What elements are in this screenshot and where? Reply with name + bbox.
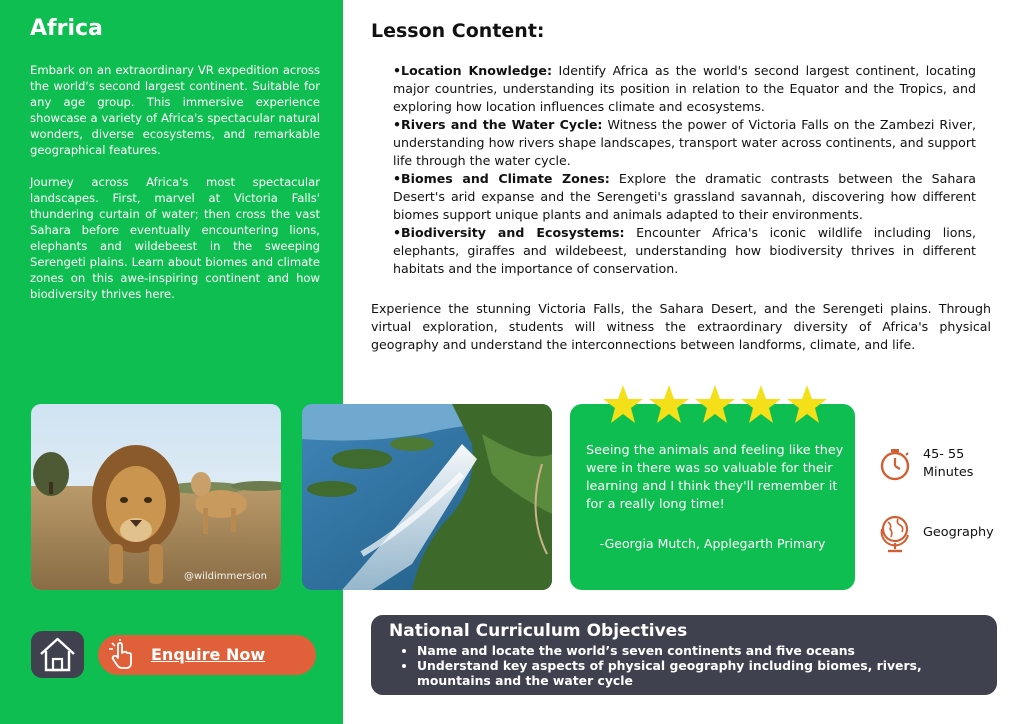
curriculum-item: • Name and locate the world’s seven continents and five oceans xyxy=(417,643,977,658)
lesson-item xyxy=(393,62,976,116)
lesson-item-label: •Rivers and the Water Cycle: xyxy=(393,117,603,132)
intro-paragraph: Journey across Africa's most spectacular landscapes. First, marvel at Victoria Falls' thundering curtain of water; then cross the vast Sahara before eventually encountering lions, elephants and wildebeest in the sweeping Serengeti plains. Learn about biomes and climate zones on this awe-inspiring continent and how biodiversity thrives here. xyxy=(30,175,320,301)
subject: Geography xyxy=(923,525,994,540)
home-icon xyxy=(31,631,84,678)
lesson-item-label: •Biodiversity and Ecosystems: xyxy=(393,225,625,240)
star-icon xyxy=(649,385,689,423)
home-button[interactable] xyxy=(31,631,84,678)
lesson-item xyxy=(393,116,976,170)
curriculum-heading: National Curriculum Objectives xyxy=(389,621,688,641)
duration-range: 45- 55 xyxy=(923,447,965,462)
enquire-button[interactable] xyxy=(98,635,316,675)
waterfall-image xyxy=(302,404,552,590)
lions-image xyxy=(31,404,281,590)
lesson-item xyxy=(393,170,976,224)
lions-photo xyxy=(31,404,281,590)
rating-stars xyxy=(602,384,828,426)
lesson-heading: Lesson Content: xyxy=(371,20,545,42)
star-icon xyxy=(741,385,781,423)
curriculum-box xyxy=(371,615,997,695)
stopwatch-icon xyxy=(878,447,912,481)
duration xyxy=(923,446,973,482)
duration-unit: Minutes xyxy=(923,465,974,480)
globe-icon xyxy=(878,513,912,555)
intro-paragraph: Embark on an extraordinary VR expedition across the world's second largest continent. Suitable for any age group. This immersive experience showcase a variety of Africa's spectacular natural wonders, diverse ecosystems, and remarkable geographical features. xyxy=(30,63,320,157)
lesson-item-text: Witness the power of Victoria Falls on the Zambezi River, understanding how rivers shape landscapes, transport water across continents, and support life through the water cycle. xyxy=(393,117,976,168)
left-panel xyxy=(0,0,343,724)
testimonial-card xyxy=(570,404,855,590)
lesson-item-label: •Biomes and Climate Zones: xyxy=(393,171,610,186)
star-icon xyxy=(603,385,643,423)
tap-hand-icon xyxy=(106,639,138,671)
star-icon xyxy=(695,385,735,423)
lesson-item-text: Explore the dramatic contrasts between the Sahara Desert's arid expanse and the Serengeti's grassland savannah, discovering how different biomes support unique plants and animals adapted to their environments. xyxy=(393,171,976,222)
lesson-item-label: •Location Knowledge: xyxy=(393,63,553,78)
enquire-label: Enquire Now xyxy=(151,645,266,664)
star-icon xyxy=(787,385,827,423)
photo-credit: @wildimmersion xyxy=(183,571,267,582)
victoria-falls-photo xyxy=(302,404,552,590)
lesson-summary: Experience the stunning Victoria Falls, the Sahara Desert, and the Serengeti plains. Through virtual exploration, students will witness the extraordinary diversity of Africa's physical geography and understand the interconnections between landforms, climate, and life. xyxy=(371,301,991,352)
lesson-item-text: Encounter Africa's iconic wildlife including lions, elephants, giraffes and wildebeest, understanding how biodiversity thrives in different habitats and the importance of conservation. xyxy=(393,225,976,276)
testimonial-author: -Georgia Mutch, Applegarth Primary xyxy=(599,536,826,551)
lesson-item xyxy=(393,224,976,278)
intro-text xyxy=(30,62,320,318)
curriculum-list xyxy=(399,643,977,688)
lesson-bullets xyxy=(393,62,976,278)
curriculum-item: • Understand key aspects of physical geography including biomes, rivers, mountains and the water cycle xyxy=(417,658,977,688)
lesson-item-text: Identify Africa as the world's second largest continent, locating major countries, understanding its position in relation to the Equator and the Tropics, and exploring how location influences climate and ecosystems. xyxy=(393,63,976,114)
page-title: Africa xyxy=(30,16,103,41)
testimonial-quote: Seeing the animals and feeling like they were in there was so valuable for their learning and I think they'll remember it for a really long time! xyxy=(586,443,844,512)
